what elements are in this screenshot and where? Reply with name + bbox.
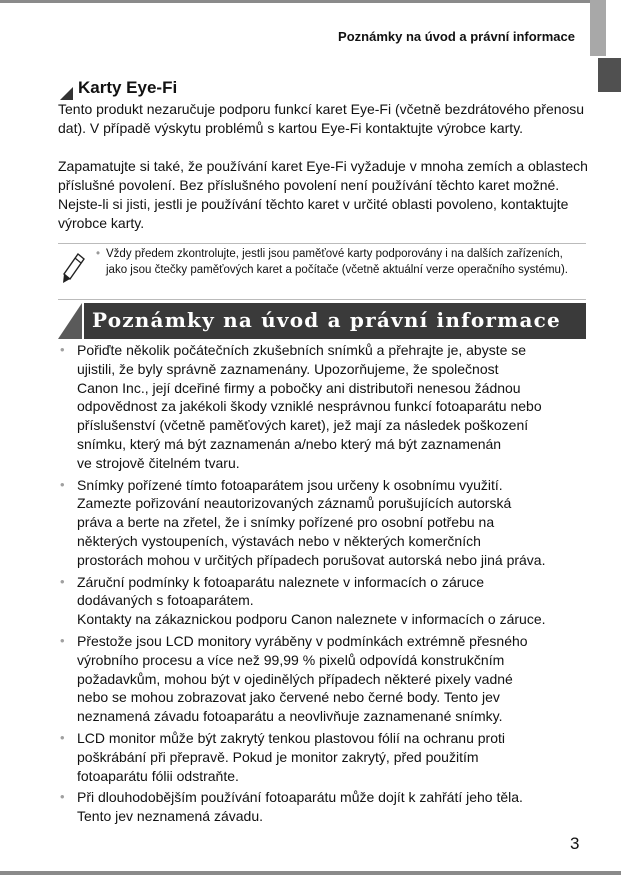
list-item-line: Canon Inc., její dceřiné firmy a pobočky ani distributoři nenesou žádnou (77, 379, 521, 396)
list-item-line: dodávaných s fotoaparátem. (77, 592, 254, 609)
list-item-line: Pořiďte několik počátečních zkušebních snímků a přehrajte je, abyste se (77, 342, 527, 358)
heading-triangle-icon (60, 87, 73, 100)
top-border-rule (0, 0, 590, 3)
eyefi-heading-title: Karty Eye-Fi (78, 78, 178, 97)
list-item-line: Kontakty na zákaznickou podporu Canon naleznete v informacích o záruce. (77, 611, 546, 628)
eyefi-paragraph-1: Tento produkt nezaručuje podporu funkcí karet Eye-Fi (včetně bezdrátového přenosu dat). V případě výskytu problémů s kartou Eye-Fi kontaktujte výrobce karty. (58, 101, 585, 136)
list-item-line: fotoaparátu fólii odstraňte. (77, 767, 239, 784)
bullet-icon: • (60, 632, 65, 648)
note-text: • Vždy předem zkontrolujte, jestli jsou paměťové karty podporovány i na dalších zařízeních, jako jsou čtečky paměťových karet a počítače (včetně aktuální verze operačního systému). (96, 246, 586, 278)
list-item (58, 788, 588, 826)
list-item-line: neznamená závadu fotoaparátu a neovlivňuje zaznamenané snímky. (77, 708, 503, 725)
list-item-line: LCD monitor může být zakrytý tenkou plastovou fólií na ochranu proti (77, 729, 505, 746)
section-banner (58, 303, 586, 339)
list-item-line: Přestože jsou LCD monitory vyráběny v podmínkách extrémně přesného (77, 632, 528, 649)
list-item-line: ve strojově čitelném tvaru. (77, 454, 240, 471)
bullet-icon: • (60, 476, 65, 492)
chapter-tab-current (598, 58, 621, 92)
eyefi-paragraph-2: Zapamatujte si také, že používání karet Eye-Fi vyžaduje v mnoha zemích a oblastech příslušné povolení. Bez příslušného povolení není používání těchto karet možné. Nejste-li si jisti, jestli je používání těchto karet v určité oblasti povoleno, kontaktujte výrobce karty. (58, 158, 588, 231)
list-item (58, 573, 588, 629)
list-item-line: Snímky pořízené tímto fotoaparátem jsou určeny k osobnímu využití. (77, 476, 503, 493)
bullet-icon: • (60, 573, 65, 589)
list-item (58, 476, 588, 570)
page-number: 3 (570, 834, 580, 853)
bottom-border-rule (0, 871, 621, 875)
banner-bar (84, 303, 586, 339)
pencil-icon (60, 252, 86, 286)
list-item-line: požadavkům, mohou být v ojedinělých případech některé pixely vadné (77, 670, 513, 687)
section-title: Poznámky na úvod a právní informace (92, 308, 561, 332)
list-item-line: některých vystoupeních, výstavách nebo v některých komerčních (77, 532, 481, 549)
list-item-line: poškrábání při přepravě. Pokud je monitor zakrytý, před použitím (77, 748, 479, 765)
notes-list (58, 341, 588, 829)
list-item-line: prostorách mohou v určitých případech porušovat autorská nebo jiná práva. (77, 551, 546, 568)
list-item-line: Záruční podmínky k fotoaparátu naleznete v informacích o záruce (77, 573, 484, 590)
list-item-line: nebo se mohou zobrazovat jako červené nebo černé body. Tento jev (77, 689, 500, 706)
list-item-line: Zamezte pořizování neautorizovaných záznamů porušujících autorská (77, 495, 512, 512)
note-box (58, 243, 586, 300)
list-item-line: výrobního procesu a více než 99,99 % pixelů odpovídá konstrukčním (77, 651, 505, 668)
chapter-tab-light (590, 0, 606, 56)
list-item (58, 729, 588, 785)
bullet-icon: • (60, 342, 65, 357)
list-item-line: Při dlouhodobějším používání fotoaparátu může dojít k zahřátí jeho těla. (77, 789, 523, 806)
list-item-line: Tento jev neznamená závadu. (77, 808, 264, 825)
list-item-line: ujistili, že byly správně zaznamenány. Upozorňujeme, že společnost (77, 360, 499, 377)
bullet-icon: • (60, 729, 65, 745)
list-item-line: odpovědnost za jakékoli škody vzniklé nesprávnou funkcí fotoaparátu nebo (77, 398, 542, 415)
list-item (58, 632, 588, 726)
bullet-icon: • (60, 789, 65, 805)
list-item-line: snímku, který má být zaznamenán a/nebo který má být zaznamenán (77, 435, 502, 452)
list-item-line: práva a berte na zřetel, že i snímky pořízené pro osobní potřebu na (77, 514, 495, 531)
list-item (58, 341, 588, 473)
banner-wedge (58, 303, 82, 339)
running-header: Poznámky na úvod a právní informace (338, 29, 575, 44)
list-item-line: příslušenství (včetně paměťových karet), jež mají za následek poškození (77, 417, 529, 434)
